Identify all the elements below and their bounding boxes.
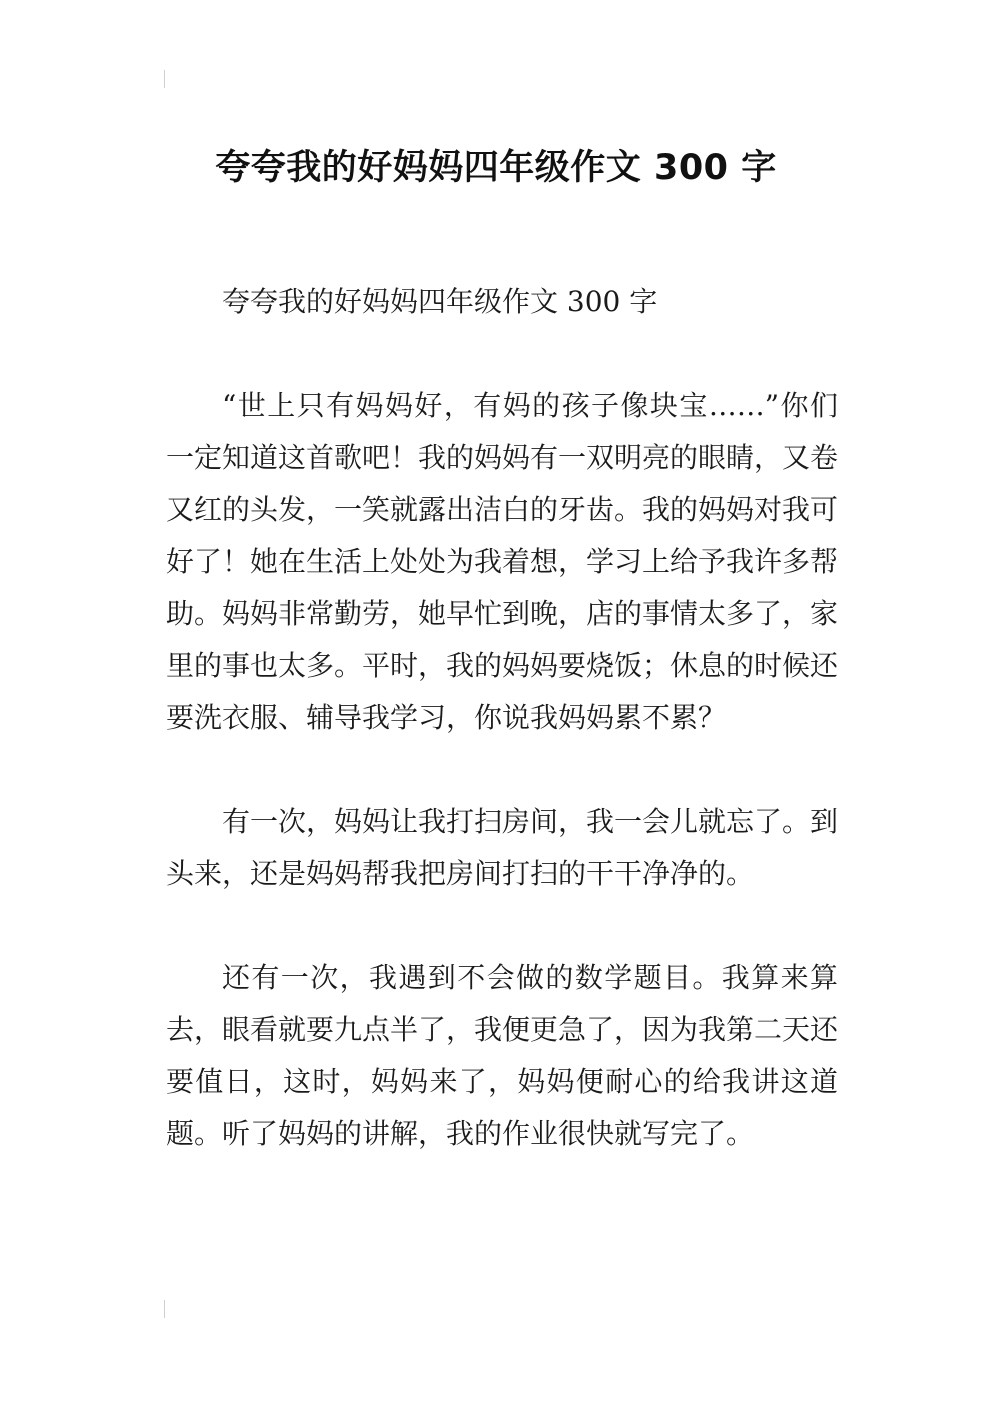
- paragraph-2: 有一次，妈妈让我打扫房间，我一会儿就忘了。到头来，还是妈妈帮我把房间打扫的干干净净的。: [166, 805, 839, 890]
- paragraph-1: “世上只有妈妈好，有妈的孩子像块宝……”你们一定知道这首歌吧！我的妈妈有一双明亮的眼睛，又卷又红的头发，一笑就露出洁白的牙齿。我的妈妈对我可好了！她在生活上处处为我着想，学习上给予我许多帮助。妈妈非常勤劳，她早忙到晚，店的事情太多了，家里的事也太多。平时，我的妈妈要烧饭；休息的时候还要洗衣服、辅导我学习，你说我妈妈累不累？: [166, 389, 839, 734]
- document-body: [166, 276, 838, 1160]
- paragraph-3: 还有一次，我遇到不会做的数学题目。我算来算去，眼看就要九点半了，我便更急了，因为我第二天还要值日，这时，妈妈来了，妈妈便耐心的给我讲这道题。听了妈妈的讲解，我的作业很快就写完了。: [166, 961, 839, 1150]
- document-subtitle: 夸夸我的好妈妈四年级作文 300 字: [222, 285, 658, 318]
- page-corner-mark-bottom: [164, 1300, 165, 1318]
- page-corner-mark-top: [164, 70, 165, 88]
- document-title: 夸夸我的好妈妈四年级作文 300 字: [215, 148, 777, 189]
